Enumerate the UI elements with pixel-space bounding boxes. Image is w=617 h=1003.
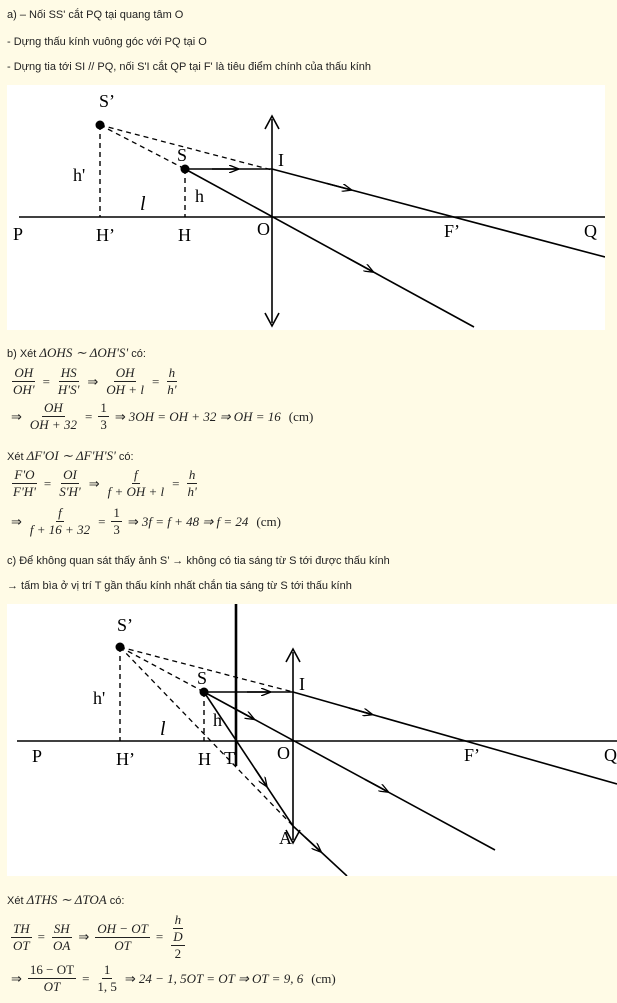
label-p-2: P	[32, 746, 43, 766]
label-a: A	[279, 828, 292, 848]
label-s: S	[177, 145, 188, 165]
part-b-intro-1: b) Xét ΔOHS ∼ ΔOH'S' có:	[7, 345, 146, 360]
ray-s-through-o	[185, 169, 474, 327]
equation-6: ⇒ $\frac{16 - OT}{OT}$ = $\frac{1}{1, 5}$ ⇒ 24 − 1, 5OT = OT ⇒ OT = 9, 6 (cm)	[11, 962, 336, 994]
point-s-prime-2	[116, 643, 125, 652]
label-o-2: O	[277, 743, 290, 763]
point-s-2	[200, 688, 209, 697]
part-c-intro-similarity: Xét ΔTHS ∼ ΔTOA có:	[7, 892, 125, 907]
ray-a-arrow	[305, 837, 320, 851]
equation-4: ⇒ $\frac{f}{f + 16 + 32}$ = $\frac{1}{3}$ ⇒ 3f = f + 48 ⇒ f = 24 (cm)	[11, 505, 281, 537]
label-p: P	[13, 224, 24, 244]
ray-t-arrow	[255, 769, 266, 786]
label-i: I	[278, 150, 284, 170]
label-h-point: H	[178, 225, 191, 245]
part-c-line-2: → tấm bìa ở vị trí T gần thấu kính nhất chắn tia sáng từ S tới thấu kính	[7, 580, 352, 592]
point-s-prime	[96, 121, 105, 130]
label-o: O	[257, 219, 270, 239]
label-t: T	[224, 748, 235, 768]
equation-5: $\frac{TH}{OT}$ = $\frac{SH}{OA}$ ⇒ $\frac{OH - OT}{OT}$ = $\frac{h}{\frac{D}{2}}$	[13, 912, 183, 961]
ray-i-arrow-2	[349, 708, 371, 714]
label-q: Q	[584, 221, 597, 241]
label-h-prime-point: H’	[96, 225, 115, 245]
label-l-2: l	[160, 718, 166, 740]
ray-i-through-fprime-2	[293, 692, 617, 784]
label-i-2: I	[299, 674, 305, 694]
triangle-similarity-1: ΔOHS ∼ ΔOH'S'	[39, 345, 129, 360]
part-a-line-2: - Dựng thấu kính vuông góc với PQ tại O	[7, 36, 207, 48]
label-s-prime-2: S’	[117, 615, 134, 635]
label-s-2: S	[197, 668, 208, 688]
part-a-line-3: - Dựng tia tới SI // PQ, nối S'I cắt QP tại F' là tiêu điểm chính của thấu kính	[7, 61, 372, 73]
figure-2-screen-diagram	[7, 604, 617, 876]
part-b-intro-2: Xét ΔF'OI ∼ ΔF'H'S' có:	[7, 448, 134, 463]
point-s	[181, 165, 190, 174]
label-h-prime-point-2: H’	[116, 749, 135, 769]
equation-1: $\frac{OH}{OH'}$ = $\frac{HS}{H'S'}$ ⇒ $\frac{OH}{OH + l}$ = $\frac{h}{h'}$	[13, 365, 177, 397]
figure-1-lens-diagram	[7, 85, 605, 330]
part-c-line-1: c) Để không quan sát thấy ảnh S’ → không có tia sáng từ S tới được thấu kính	[7, 555, 390, 567]
dashed-ray-sprime-to-s	[100, 125, 188, 169]
part-a-line-1: a) – Nối SS' cắt PQ tại quang tâm O	[7, 9, 184, 21]
equation-2: ⇒ $\frac{OH}{OH + 32}$ = $\frac{1}{3}$ ⇒ 3OH = OH + 32 ⇒ OH = 16 (cm)	[11, 400, 314, 432]
triangle-similarity-2: ΔF'OI ∼ ΔF'H'S'	[26, 448, 116, 463]
figure-1-svg	[7, 85, 605, 330]
label-l: l	[140, 193, 146, 215]
ray-o-arrow-2	[365, 779, 387, 791]
label-h-small-2: h	[213, 710, 222, 730]
label-f-prime-2: F’	[464, 745, 481, 765]
label-s-prime: S’	[99, 91, 116, 111]
ray-o-arrow	[347, 258, 372, 272]
dashed-ray-sprime-to-s-2	[120, 647, 204, 692]
label-h-small: h	[195, 186, 204, 206]
label-h-prime-2: h'	[93, 688, 106, 708]
label-q-2: Q	[604, 745, 617, 765]
ray-i-arrow	[327, 184, 350, 190]
label-h-point-2: H	[198, 749, 211, 769]
equation-3: $\frac{F'O}{F'H'}$ = $\frac{OI}{S'H'}$ ⇒ $\frac{f}{f + OH + l}$ = $\frac{h}{h'}$	[13, 467, 197, 499]
triangle-similarity-3: ΔTHS ∼ ΔTOA	[26, 892, 107, 907]
label-f-prime: F’	[444, 221, 461, 241]
figure-2-svg	[7, 604, 617, 876]
label-h-prime: h'	[73, 165, 86, 185]
